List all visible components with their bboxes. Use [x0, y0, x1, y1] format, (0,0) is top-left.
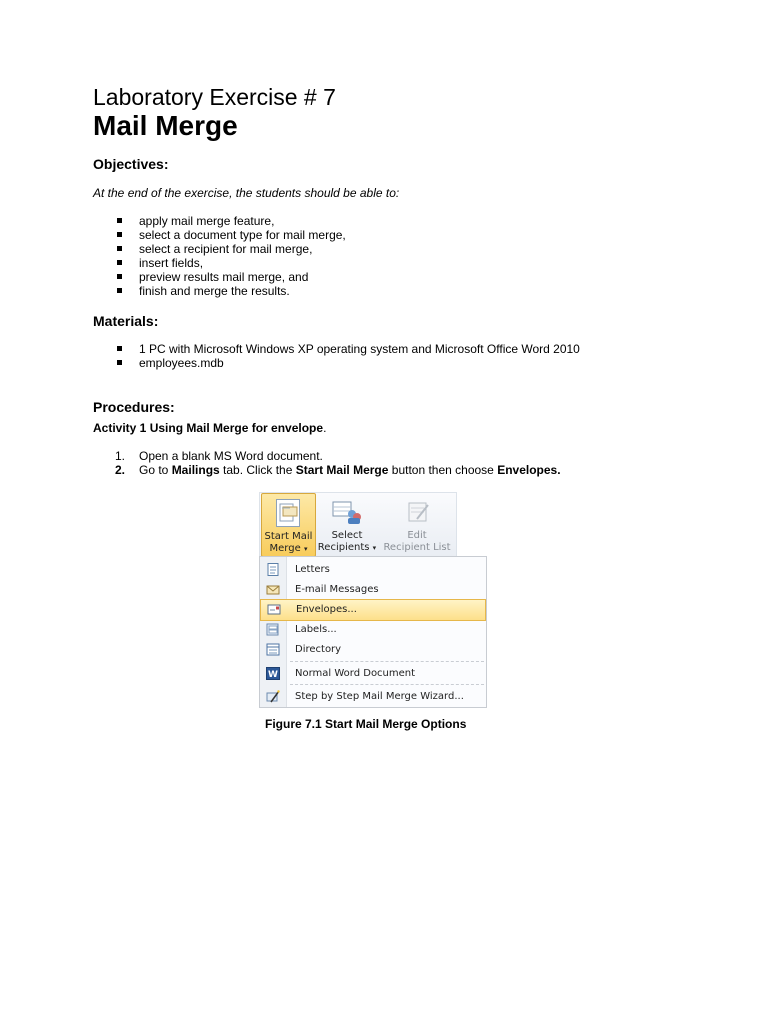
edit-recipient-list-button[interactable]: Edit Recipient List	[380, 493, 454, 555]
list-item: select a recipient for mail merge,	[93, 242, 346, 256]
procedure-steps	[93, 449, 561, 477]
svg-text:W: W	[268, 670, 278, 680]
procedures-heading: Procedures:	[93, 399, 175, 415]
directory-icon	[266, 643, 280, 656]
menu-item-email-messages[interactable]: E-mail Messages	[260, 580, 486, 600]
bullet-icon	[117, 232, 122, 237]
email-icon	[266, 583, 280, 596]
labels-icon	[266, 623, 280, 636]
bullet-icon	[117, 260, 122, 265]
menu-separator	[290, 684, 484, 685]
list-item: preview results mail merge, and	[93, 270, 346, 284]
list-item: insert fields,	[93, 256, 346, 270]
chevron-down-icon: ▾	[303, 545, 308, 553]
bullet-icon	[117, 274, 122, 279]
list-item: select a document type for mail merge,	[93, 228, 346, 242]
menu-item-directory[interactable]: Directory	[260, 640, 486, 660]
menu-item-envelopes[interactable]: Envelopes...	[260, 599, 486, 621]
objectives-intro: At the end of the exercise, the students should be able to:	[93, 186, 400, 200]
menu-item-labels[interactable]: Labels...	[260, 620, 486, 640]
wizard-icon	[266, 690, 280, 703]
materials-heading: Materials:	[93, 313, 159, 329]
menu-item-normal-word-document[interactable]: W Normal Word Document	[260, 664, 486, 684]
bullet-icon	[117, 246, 122, 251]
list-item: 1 PC with Microsoft Windows XP operating system and Microsoft Office Word 2010	[93, 342, 580, 356]
document-stack-icon	[277, 500, 299, 526]
edit-list-icon	[406, 499, 432, 525]
list-item: apply mail merge feature,	[93, 214, 346, 228]
chevron-down-icon: ▾	[372, 544, 377, 552]
main-title: Mail Merge	[93, 110, 238, 141]
lab-title: Laboratory Exercise # 7	[93, 84, 336, 110]
start-mail-merge-icon	[276, 499, 300, 527]
recipients-icon	[332, 499, 362, 525]
mailings-ribbon	[259, 492, 457, 558]
start-mail-merge-menu	[259, 556, 487, 708]
start-mail-merge-figure	[259, 492, 489, 710]
list-item: employees.mdb	[93, 356, 580, 370]
menu-separator	[290, 661, 484, 662]
bullet-icon	[117, 346, 122, 351]
bullet-icon	[117, 360, 122, 365]
figure-caption: Figure 7.1 Start Mail Merge Options	[265, 717, 467, 731]
start-mail-merge-button[interactable]: Start Mail Merge ▾	[261, 493, 316, 557]
letter-icon	[266, 563, 280, 576]
menu-item-step-by-step-wizard[interactable]: Step by Step Mail Merge Wizard...	[260, 687, 486, 707]
objectives-heading: Objectives:	[93, 156, 169, 172]
materials-list	[93, 342, 580, 370]
step-item: 2. Go to Mailings tab. Click the Start Mail Merge button then choose Envelopes.	[115, 463, 561, 477]
activity-title: Activity 1 Using Mail Merge for envelope.	[93, 421, 327, 435]
objectives-list	[93, 214, 346, 298]
list-item: finish and merge the results.	[93, 284, 346, 298]
word-icon	[266, 667, 280, 680]
step-item: 1. Open a blank MS Word document.	[115, 449, 323, 463]
bullet-icon	[117, 218, 122, 223]
menu-item-letters[interactable]: Letters	[260, 560, 486, 580]
select-recipients-button[interactable]: Select Recipients ▾	[317, 493, 377, 555]
envelope-icon	[267, 603, 281, 616]
bullet-icon	[117, 288, 122, 293]
